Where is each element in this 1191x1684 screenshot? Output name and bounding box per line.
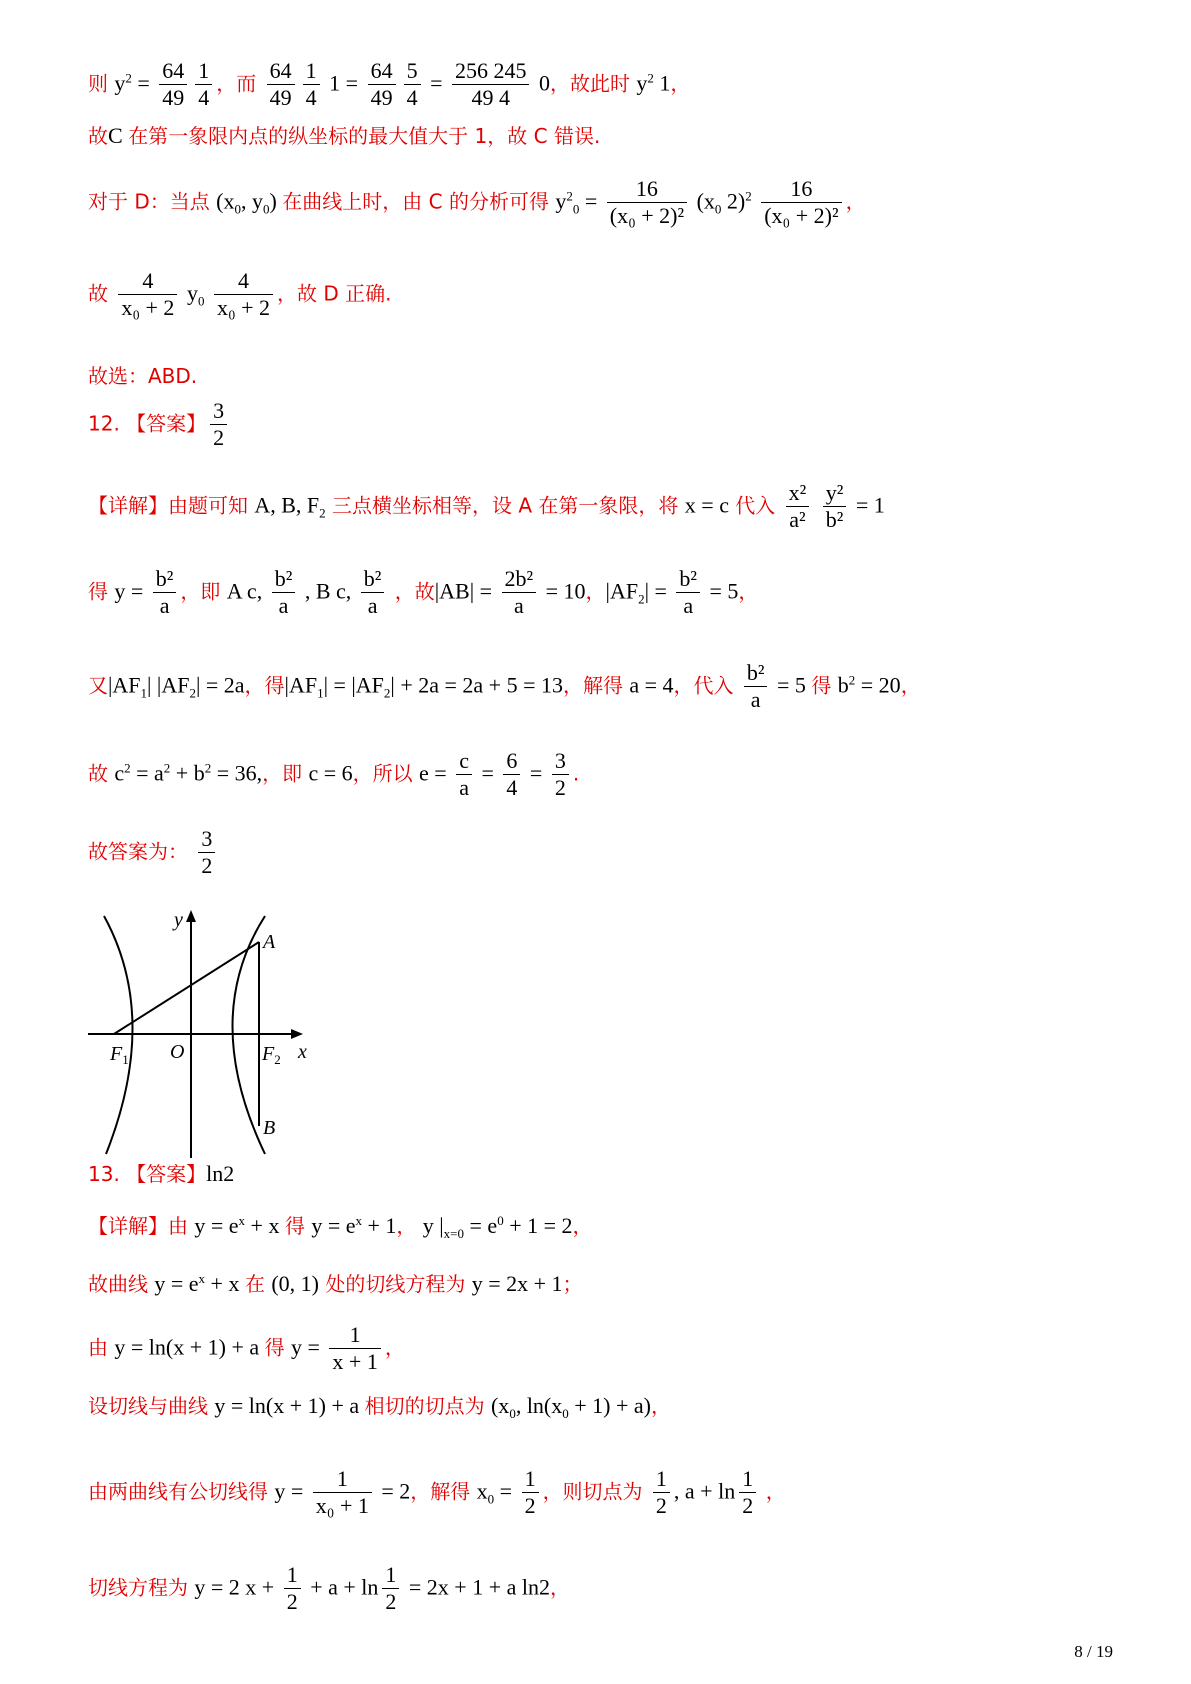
math-expression: 0 [262, 201, 270, 217]
math-expression: | + 2a = 2a + 5 = 13 [390, 672, 563, 698]
fraction-numerator: 16 [607, 176, 687, 203]
math-expression: A, B, F [254, 492, 320, 518]
text-line [88, 826, 219, 880]
fraction-denominator: 4 [198, 85, 210, 111]
math-expression: = 5 [704, 578, 739, 604]
math-expression: 1 [140, 685, 148, 701]
explanation-text: ，故 D 正确. [277, 281, 392, 306]
math-expression: |AF [108, 672, 141, 698]
math-expression: | |AF [147, 672, 190, 698]
explanation-text: 故 [88, 281, 115, 306]
math-expression: 2 [566, 188, 573, 204]
fraction-denominator: 4 [406, 85, 418, 111]
fraction [214, 268, 273, 322]
explanation-text: 处的切线方程为 [318, 1272, 472, 1296]
math-expression: + x [245, 1213, 285, 1238]
text-line [88, 120, 600, 149]
math-expression: 0 [487, 1491, 495, 1507]
y-axis-label: y [174, 909, 183, 931]
math-expression: 0 [234, 201, 241, 217]
explanation-text: 故 [88, 124, 108, 148]
math-expression: ln2 [206, 1161, 235, 1186]
point-b-label: B [263, 1117, 276, 1139]
math-expression: = 5 [771, 672, 812, 698]
math-expression: , B c, [299, 578, 357, 604]
fraction-denominator: a [513, 593, 524, 619]
fraction-numerator: 1 [653, 1466, 670, 1493]
text-line [88, 480, 885, 534]
math-expression: 2 [638, 591, 645, 607]
fraction [744, 660, 768, 714]
math-expression: y = [114, 578, 149, 604]
fraction [404, 58, 421, 112]
text-line [88, 176, 866, 230]
math-expression: y [555, 188, 567, 214]
math-expression: ) [269, 188, 283, 214]
explanation-text: 则 [88, 71, 115, 96]
explanation-text: 12. 【答案】 [88, 411, 207, 436]
math-expression: 0 [562, 1406, 569, 1422]
fraction [676, 566, 700, 620]
explanation-text: ； [562, 1272, 583, 1296]
hyperbola-figure [88, 908, 318, 1163]
text-line [88, 398, 231, 452]
fraction-denominator: a [367, 593, 378, 619]
math-expression: + b [170, 760, 205, 786]
math-expression: 0 [714, 201, 722, 217]
fraction [761, 176, 841, 230]
explanation-text: 在 [244, 1272, 272, 1296]
math-expression: x [476, 1478, 488, 1504]
explanation-text: ，即 [180, 579, 227, 604]
fraction-numerator: b² [272, 566, 296, 593]
explanation-text: ， [738, 579, 759, 604]
math-expression: x [198, 1271, 206, 1286]
math-expression: e = [419, 760, 453, 786]
fraction [739, 1466, 756, 1520]
math-expression: = e [464, 1213, 498, 1238]
fraction-numerator: 64 [159, 58, 187, 85]
math-expression: y = [274, 1478, 309, 1504]
fraction-numerator: 3 [552, 748, 569, 775]
math-expression: x [238, 1213, 246, 1228]
math-expression: y = 2x + 1 [471, 1271, 563, 1296]
fraction-denominator: 49 4 [471, 85, 510, 111]
fraction [329, 1322, 380, 1376]
fraction-denominator: x₀ + 2 [121, 295, 175, 321]
math-expression: 1 [317, 685, 324, 701]
explanation-text: 故 [88, 761, 115, 786]
math-expression [204, 280, 210, 305]
text-line [88, 268, 392, 322]
fraction [267, 58, 295, 112]
fraction-numerator: 256 245 [452, 58, 530, 85]
math-expression: + 1 [361, 1213, 397, 1238]
math-expression: + x [205, 1271, 245, 1296]
origin-label: O [170, 1041, 185, 1063]
fraction [284, 1562, 301, 1616]
fraction-numerator: b² [744, 660, 768, 687]
math-expression: + 1) + a) [568, 1393, 651, 1418]
math-expression: x [355, 1213, 362, 1228]
explanation-text: 【详解】由 [88, 1214, 195, 1238]
fraction [456, 748, 472, 802]
fraction-denominator: x + 1 [332, 1349, 378, 1375]
fraction [522, 1466, 539, 1520]
text-line [88, 566, 758, 620]
explanation-text: ， [396, 1214, 423, 1238]
fraction [382, 1562, 399, 1616]
explanation-text: ，而 [216, 71, 263, 96]
math-expression: | = |AF [323, 672, 384, 698]
math-expression: (x [490, 1393, 510, 1418]
math-expression: = 2x + 1 + a ln2 [403, 1574, 550, 1600]
explanation-text: ， [585, 579, 606, 604]
explanation-text: 故选：ABD. [88, 364, 198, 388]
fraction-denominator: 2 [524, 1493, 536, 1519]
fraction-denominator: 49 [269, 85, 292, 111]
explanation-text: ， [651, 1394, 671, 1418]
math-expression: (x [691, 188, 715, 214]
text-line [88, 1210, 593, 1242]
explanation-text: ，所以 [352, 761, 420, 786]
fraction-denominator: 4 [506, 775, 518, 801]
explanation-text: 得 [284, 1214, 312, 1238]
math-expression: 0 [497, 1213, 504, 1228]
explanation-text: 代入 [728, 493, 782, 518]
math-expression: 2) [721, 188, 746, 214]
fraction-denominator: a [159, 593, 170, 619]
text-line [88, 660, 921, 714]
fraction-numerator: 1 [329, 1322, 380, 1349]
math-expression: C [108, 123, 129, 148]
math-expression: 2 [383, 685, 391, 701]
math-expression: = [131, 70, 156, 96]
fraction-numerator: 1 [303, 58, 320, 85]
fraction-numerator: 2b² [502, 566, 537, 593]
fraction-numerator: 1 [522, 1466, 539, 1493]
fraction-denominator: 2 [655, 1493, 667, 1519]
fraction [159, 58, 187, 112]
fraction-numerator: 16 [761, 176, 841, 203]
fraction-numerator: b² [153, 566, 177, 593]
x-axis-label: x [298, 1041, 307, 1063]
math-expression: (x [216, 188, 235, 214]
f1-label: $F_1$ [110, 1043, 129, 1067]
math-expression: y = [290, 1334, 326, 1360]
fraction-numerator: 1 [382, 1562, 399, 1589]
fraction-denominator: 2 [201, 853, 213, 879]
explanation-text: ，代入 [673, 673, 740, 698]
explanation-text: ， [572, 1214, 593, 1238]
fraction [452, 58, 530, 112]
fraction [552, 748, 569, 802]
math-expression: 2 [125, 70, 132, 86]
explanation-text: ，解得 [410, 1479, 477, 1504]
fraction-denominator: (x₀ + 2)² [609, 203, 685, 229]
math-expression: x=0 [443, 1226, 465, 1242]
math-expression: y [181, 280, 198, 306]
fraction-denominator: 2 [554, 775, 566, 801]
math-expression: , y [240, 188, 263, 214]
math-expression: 2 [204, 760, 212, 776]
math-expression: , a + ln [673, 1478, 736, 1504]
math-expression: = 20 [855, 672, 901, 698]
explanation-text: 得 [88, 579, 115, 604]
math-expression: 2 [745, 188, 752, 204]
text-line [88, 1322, 405, 1376]
fraction [195, 58, 212, 112]
page-number: 8 / 19 [1074, 1642, 1113, 1661]
fraction-numerator: 64 [368, 58, 396, 85]
explanation-text: ， [845, 189, 866, 214]
fraction-numerator: c [456, 748, 472, 775]
explanation-text: 故曲线 [88, 1272, 155, 1296]
explanation-text: ，得 [244, 673, 285, 698]
explanation-text: 相切的切点为 [364, 1394, 491, 1418]
explanation-text: 切线方程为 [88, 1575, 195, 1600]
text-line [88, 1562, 570, 1616]
math-expression: A c, [226, 578, 268, 604]
math-expression: 2 [163, 760, 171, 776]
math-expression: |AF [284, 672, 318, 698]
explanation-text: ，则切点为 [542, 1479, 649, 1504]
fraction [361, 566, 385, 620]
f2-label: $F_2$ [262, 1043, 281, 1067]
math-expression: b [837, 672, 849, 698]
math-expression: = [494, 1478, 518, 1504]
math-expression: = [524, 760, 548, 786]
fraction [303, 58, 320, 112]
fraction-denominator: 2 [742, 1493, 754, 1519]
explanation-text: 得 [264, 1335, 291, 1360]
explanation-text: ， [765, 1479, 786, 1504]
math-expression [813, 492, 819, 517]
fraction-denominator: a² [789, 507, 806, 533]
math-expression: y | [422, 1213, 444, 1238]
math-expression: (0, 1) [271, 1271, 319, 1296]
math-expression: y = e [194, 1213, 239, 1238]
math-expression: y = ln(x + 1) + a [114, 1334, 265, 1360]
math-expression: c = 6 [308, 760, 353, 786]
fraction-numerator: 3 [198, 826, 215, 853]
fraction [153, 566, 177, 620]
math-expression: a = 4 [629, 672, 674, 698]
explanation-text: ， [550, 1575, 570, 1600]
math-expression: 0 [197, 293, 205, 309]
fraction-numerator: 4 [214, 268, 273, 295]
x-axis-arrow [291, 1029, 303, 1039]
text-line [88, 360, 197, 389]
math-expression: = 36, [211, 760, 263, 786]
math-expression: |AB| = [434, 578, 498, 604]
explanation-text: 对于 D：当点 [88, 189, 217, 214]
fraction [653, 1466, 670, 1520]
math-expression: | = 2a [195, 672, 245, 698]
explanation-text: 故答案为： [88, 839, 195, 864]
explanation-text: ， [670, 71, 691, 96]
math-expression: + a + ln [304, 1574, 379, 1600]
math-expression: 0 [509, 1406, 516, 1422]
explanation-text: 由两曲线有公切线得 [88, 1479, 275, 1504]
math-expression: + 1 = 2 [503, 1213, 573, 1238]
fraction-denominator: 2 [286, 1589, 298, 1615]
math-expression: , ln(x [515, 1393, 563, 1418]
math-expression: y = 2 x + [194, 1574, 280, 1600]
math-expression: 2 [319, 505, 326, 521]
math-expression: 2 [124, 760, 131, 776]
fraction [368, 58, 396, 112]
explanation-text: 由 [88, 1335, 115, 1360]
fraction [313, 1466, 372, 1520]
explanation-text: ，解得 [562, 673, 630, 698]
fraction [607, 176, 687, 230]
fraction-numerator: b² [361, 566, 385, 593]
math-expression: = [475, 760, 500, 786]
math-expression: 0 [533, 70, 550, 96]
y-axis-arrow [186, 910, 196, 922]
math-expression: y = e [154, 1271, 199, 1296]
explanation-text: . [572, 761, 580, 786]
text-line [88, 748, 579, 802]
math-expression: = 10 [540, 578, 586, 604]
explanation-text: 又 [88, 673, 108, 698]
math-expression: = 2 [375, 1478, 411, 1504]
math-expression: 2 [647, 70, 654, 86]
fraction-denominator: x₀ + 1 [315, 1493, 369, 1519]
fraction [503, 748, 520, 802]
fraction [198, 826, 215, 880]
explanation-text: 在曲线上时，由 C 的分析可得 [282, 189, 556, 214]
fraction-numerator: 1 [195, 58, 212, 85]
fraction-numerator: 3 [210, 398, 227, 425]
math-expression: y [114, 70, 126, 96]
math-expression: 0 [572, 201, 580, 217]
fraction-denominator: 2 [385, 1589, 397, 1615]
math-expression: 2 [189, 685, 196, 701]
math-expression [752, 188, 758, 213]
math-expression: y = ln(x + 1) + a [214, 1393, 365, 1418]
explanation-text: ， [900, 673, 921, 698]
fraction [823, 480, 847, 534]
text-line [88, 1466, 786, 1520]
math-expression: = [424, 70, 448, 96]
math-expression: | = [644, 578, 673, 604]
math-expression: c [114, 760, 125, 786]
explanation-text: 得 [811, 673, 838, 698]
math-expression: = 1 [850, 492, 885, 518]
fraction-denominator: a [278, 593, 289, 619]
text-line [88, 58, 690, 112]
fraction-numerator: x² [786, 480, 810, 507]
fraction-numerator: 1 [313, 1466, 372, 1493]
fraction [272, 566, 296, 620]
fraction-numerator: y² [823, 480, 847, 507]
fraction-numerator: 1 [284, 1562, 301, 1589]
explanation-text: ，故此时 [549, 71, 637, 96]
fraction-denominator: x₀ + 2 [216, 295, 271, 321]
text-line [88, 1268, 583, 1297]
fraction-denominator: b² [825, 507, 844, 533]
math-expression: 2 [848, 672, 856, 688]
fraction-numerator: 4 [118, 268, 177, 295]
fraction-numerator: 6 [503, 748, 520, 775]
math-expression: |AF [605, 578, 639, 604]
math-expression: 1 [653, 70, 671, 96]
fraction-numerator: 64 [267, 58, 295, 85]
explanation-text: 【详解】由题可知 [88, 493, 255, 518]
math-expression: 1 = [323, 70, 364, 96]
explanation-text: ， [384, 1335, 405, 1360]
text-line [88, 1390, 671, 1422]
explanation-text: 三点横坐标相等，设 A 在第一象限，将 [325, 493, 685, 518]
math-expression: y [636, 70, 648, 96]
fraction [210, 398, 227, 452]
fraction-denominator: a [750, 687, 761, 713]
math-expression: = [579, 188, 603, 214]
explanation-text: 在第一象限内点的纵坐标的最大值大于 1，故 C 错误. [128, 124, 601, 148]
explanation-text: ，即 [262, 761, 309, 786]
explanation-text: 13. 【答案】 [88, 1162, 207, 1186]
fraction-denominator: 4 [305, 85, 317, 111]
fraction-denominator: 2 [213, 425, 225, 451]
fraction [502, 566, 537, 620]
segment-f1a [114, 942, 259, 1034]
math-expression: y = e [311, 1213, 356, 1238]
math-expression: = a [130, 760, 164, 786]
explanation-text: ，故 [388, 579, 435, 604]
fraction-denominator: 49 [162, 85, 185, 111]
math-expression: x = c [684, 492, 729, 518]
fraction-numerator: 1 [739, 1466, 756, 1493]
explanation-text: 设切线与曲线 [88, 1394, 215, 1418]
fraction-denominator: a [683, 593, 694, 619]
point-a-label: A [263, 931, 276, 953]
fraction-numerator: 5 [404, 58, 421, 85]
fraction-denominator: 49 [370, 85, 393, 111]
fraction-denominator: a [459, 775, 469, 801]
fraction-denominator: (x₀ + 2)² [764, 203, 839, 229]
fraction [786, 480, 810, 534]
fraction [118, 268, 177, 322]
fraction-numerator: b² [676, 566, 700, 593]
